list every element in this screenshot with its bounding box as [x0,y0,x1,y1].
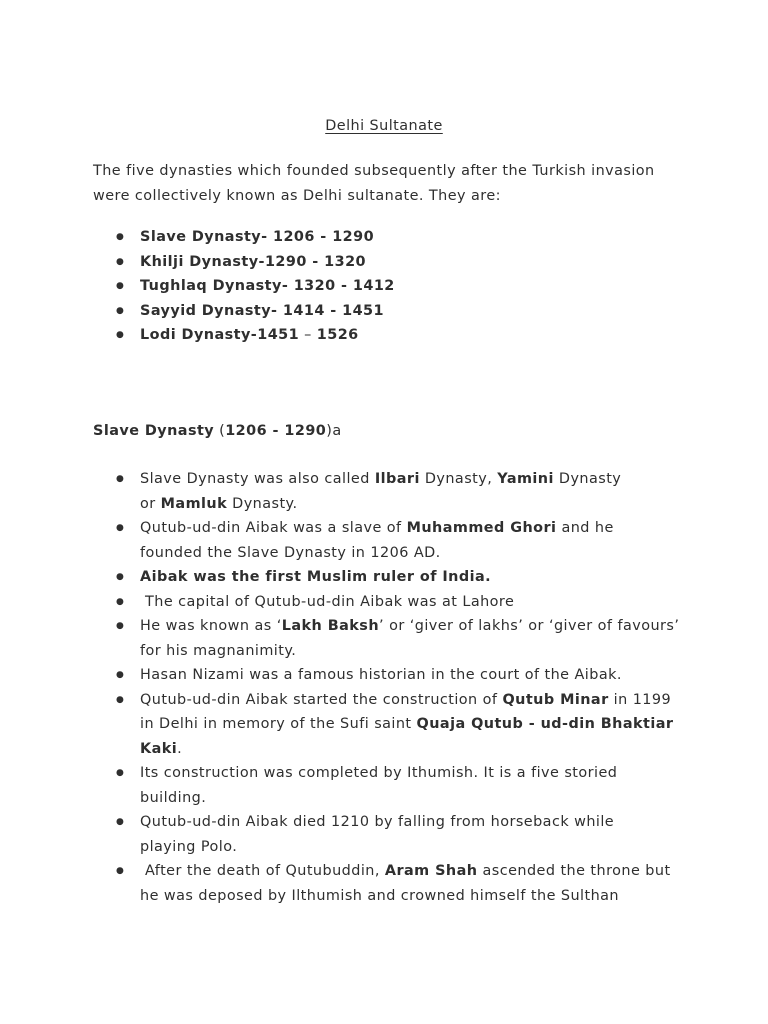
heading-bold: 1206 - 1290 [225,423,327,439]
fact-text: Qutub-ud-din Aibak died 1210 by falling from horseback while [140,814,615,830]
fact-text: ascended the throne but [477,863,671,879]
list-item [116,250,700,275]
fact-text: ’ or ‘giver of lakhs’ or ‘giver of favours’ [379,618,680,634]
bullet-icon: ● [116,866,125,876]
fact-text: Qutub-ud-din Aibak started the construction of [140,691,503,708]
dynasty-dash: – [299,327,317,343]
heading-normal: )a [326,423,342,439]
bullet-icon: ● [116,621,125,631]
bullet-icon: ● [116,256,125,267]
fact-text: he was deposed by Ilthumish and crowned himself the Sulthan [140,887,619,904]
fact-text: founded the Slave Dynasty in 1206 AD. [140,544,441,561]
fact-text: building. [140,789,207,806]
bullet-icon: ● [116,330,125,340]
list-item [116,516,685,565]
fact-bold: Ilbari [374,471,420,487]
fact-line [140,859,685,884]
bullet-icon: ● [116,817,125,827]
fact-line [140,688,685,713]
section-heading [93,419,342,443]
fact-line [140,492,685,517]
bullet-icon: ● [116,281,125,291]
fact-line [140,639,685,664]
intro-line: The five dynasties which founded subsequently after the Turkish invasion [93,163,655,179]
bullet-icon: ● [116,670,125,680]
list-item [116,663,685,688]
fact-bold: Aibak was the first Muslim ruler of India. [140,569,492,585]
fact-bold: Mamluk [160,495,228,512]
list-item [116,565,685,590]
list-item [116,688,685,762]
fact-text: playing Polo. [140,838,238,855]
bullet-icon: ● [116,768,125,778]
bullet-icon: ● [116,523,125,533]
fact-line [140,565,685,590]
facts-list [116,467,685,908]
fact-line [140,737,685,762]
fact-text: Dynasty, [419,471,498,487]
fact-line [140,541,685,566]
fact-line [140,467,685,492]
list-item [116,859,685,908]
bullet-icon: ● [116,232,125,242]
fact-text: Dynasty. [227,495,298,512]
fact-text: or [140,495,161,512]
document-title [0,116,768,136]
fact-bold: Lakh Baksh [281,618,380,634]
fact-text: After the death of Qutubuddin, [140,863,385,879]
fact-text: Slave Dynasty was also called [140,471,375,487]
dynasty-text: Slave Dynasty- 1206 - 1290 [140,229,375,245]
fact-text: . [177,740,183,757]
intro-line: were collectively known as Delhi sultanate. They are: [93,187,501,204]
dynasty-text: Lodi Dynasty-1451 [140,327,300,343]
bullet-icon: ● [116,474,125,484]
fact-line [140,663,685,688]
fact-text: Its construction was completed by Ithumish. It is a five storied [140,765,618,781]
fact-line [140,590,685,615]
fact-bold: Qutub Minar [502,691,609,708]
fact-text: Dynasty [553,471,622,487]
list-item [116,299,700,324]
dynasty-text: Sayyid Dynasty- 1414 - 1451 [140,302,384,319]
title-text: Delhi Sultanate [325,118,443,134]
list-item [116,323,700,348]
dynasty-text: Tughlaq Dynasty- 1320 - 1412 [140,278,395,294]
list-item [116,225,700,250]
fact-text: and he [556,520,614,536]
fact-text: The capital of Qutub-ud-din Aibak was at Lahore [140,593,515,610]
fact-text: He was known as ‘ [140,618,282,634]
fact-line [140,761,685,786]
fact-line [140,712,685,737]
list-item [116,467,685,516]
intro-paragraph [93,159,693,208]
dynasty-text: Khilji Dynasty-1290 - 1320 [140,253,367,270]
heading-bold: Slave Dynasty [93,423,215,439]
list-item [116,614,685,663]
fact-line [140,516,685,541]
dynasty-list [116,225,700,348]
fact-text: Hasan Nizami was a famous historian in the court of the Aibak. [140,667,622,683]
dynasty-text: 1526 [316,327,359,343]
fact-text: Qutub-ud-din Aibak was a slave of [140,520,407,536]
fact-text: for his magnanimity. [140,642,297,659]
fact-text: in 1199 [608,691,672,708]
fact-bold: Kaki [140,740,178,757]
list-item [116,590,685,615]
fact-line [140,835,685,860]
fact-bold: Aram Shah [384,863,478,879]
fact-line [140,810,685,835]
heading-normal: ( [214,423,226,439]
fact-line [140,786,685,811]
bullet-icon: ● [116,572,125,582]
fact-bold: Quaja Qutub - ud-din Bhaktiar [416,716,674,732]
fact-line [140,614,685,639]
fact-line [140,884,685,909]
list-item [116,761,685,810]
list-item [116,810,685,859]
bullet-icon: ● [116,305,125,316]
fact-bold: Yamini [497,471,554,487]
fact-bold: Muhammed Ghori [406,520,557,536]
list-item [116,274,700,299]
fact-text: in Delhi in memory of the Sufi saint [140,716,417,732]
bullet-icon: ● [116,596,125,607]
bullet-icon: ● [116,694,125,705]
